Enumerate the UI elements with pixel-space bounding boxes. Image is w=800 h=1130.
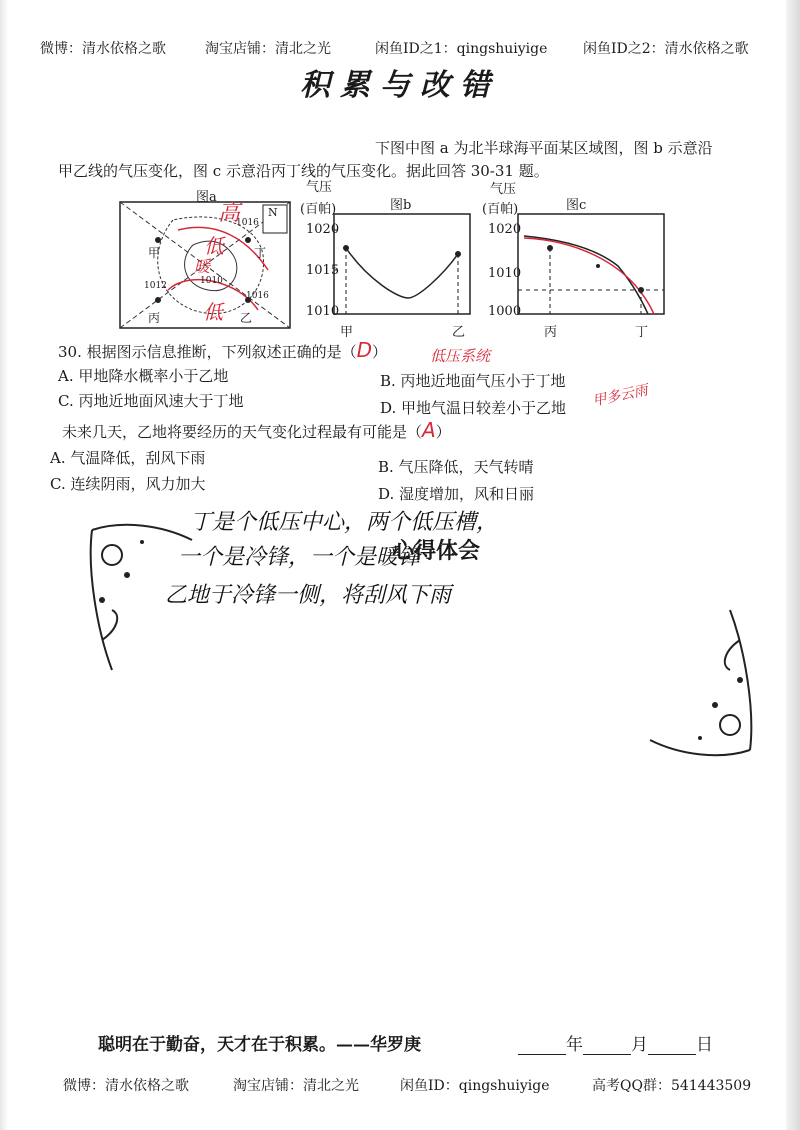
ornament-bottom-right — [640, 600, 760, 760]
handwriting-line-3: 乙地于冷锋一侧，将刮风下雨 — [165, 583, 452, 608]
figure-c-ytick-1010: 1010 — [488, 266, 522, 281]
map-note-low-2: 低 — [203, 300, 223, 324]
q30-option-a: A. 甲地降水概率小于乙地 — [58, 367, 229, 385]
north-arrow-icon: N — [268, 206, 278, 219]
intro-line-1: 下图中图 a 为北半球海平面某区域图，图 b 示意沿 — [375, 139, 713, 157]
q30-option-c: C. 丙地近地面风速大于丁地 — [58, 392, 244, 410]
figure-c-ylabel: 气压 — [490, 182, 517, 197]
date-line: 年 月 日 — [518, 1030, 713, 1055]
header-taobao: 淘宝店铺：清北之光 — [205, 41, 331, 57]
figure-c-ytick-1020: 1020 — [488, 222, 522, 237]
page-title: 积累与改错 — [300, 68, 500, 103]
intro-line-2: 甲乙线的气压变化，图 c 示意沿丙丁线的气压变化。据此回答 30-31 题。 — [58, 162, 549, 180]
point-bing: 丙 — [148, 311, 161, 325]
footer-taobao: 淘宝店铺：清北之光 — [233, 1078, 359, 1094]
figure-c-ytick-1000: 1000 — [488, 304, 522, 319]
figure-b-ylabel: 气压 — [306, 180, 333, 195]
handwriting-line-2: 一个是冷锋，一个是暖锋 — [178, 545, 421, 570]
q31-option-a: A. 气温降低，刮风下雨 — [50, 449, 206, 467]
q31-option-c: C. 连续阴雨，风力加大 — [50, 475, 206, 493]
point-jia: 甲 — [148, 246, 161, 260]
q31-option-b: B. 气压降低，天气转晴 — [378, 458, 534, 476]
figure-c-xtick-ding: 丁 — [635, 325, 649, 340]
isobar-label-3: 1010 — [200, 276, 223, 286]
figure-a-label: 图a — [196, 190, 217, 205]
figure-b-xtick-jia: 甲 — [340, 325, 354, 340]
figure-b-ytick-1020: 1020 — [306, 222, 340, 237]
q31-option-d: D. 湿度增加，风和日丽 — [378, 485, 535, 503]
scan-edge-left — [0, 0, 8, 1130]
point-yi: 乙 — [240, 311, 253, 325]
q30-note: 低压系统 — [430, 347, 491, 365]
figure-c-yunit: (百帕) — [482, 202, 519, 217]
q30-stem: 30. 根据图示信息推断，下列叙述正确的是（D） — [58, 338, 388, 362]
year-blank[interactable] — [518, 1040, 566, 1055]
figure-c-label: 图c — [566, 198, 587, 213]
header-xianyu2: 闲鱼ID之2：清水依格之歌 — [583, 41, 749, 57]
figure-a — [118, 186, 298, 336]
stamp-xinde: 心得体会 — [392, 539, 481, 564]
figure-b-ytick-1010: 1010 — [306, 304, 340, 319]
figure-b-ytick-1015: 1015 — [306, 263, 340, 278]
footer-quote: 聪明在于勤奋，天才在于积累。——华罗庚 — [98, 1035, 421, 1055]
day-blank[interactable] — [648, 1040, 696, 1055]
month-blank[interactable] — [583, 1040, 631, 1055]
figure-b — [298, 176, 478, 340]
handwriting-line-1: 丁是个低压中心，两个低压槽， — [190, 510, 499, 535]
map-note-high: 高 — [218, 201, 241, 226]
figure-b-xtick-yi: 乙 — [452, 325, 466, 340]
isobar-label-4: 1016 — [236, 218, 259, 228]
footer-weibo: 微博：清水依格之歌 — [63, 1078, 189, 1094]
figure-c-xtick-bing: 丙 — [544, 325, 558, 340]
scan-edge-right — [786, 0, 800, 1130]
q31-stem: 未来几天，乙地将要经历的天气变化过程最有可能是（A） — [62, 418, 451, 442]
figure-b-label: 图b — [390, 198, 412, 213]
side-note: 甲多云雨 — [591, 382, 650, 410]
q31-answer-mark: A — [422, 418, 436, 442]
figure-b-yunit: (百帕) — [300, 202, 337, 217]
q30-option-b: B. 丙地近地面气压小于丁地 — [380, 372, 566, 390]
figure-c — [478, 176, 678, 340]
q30-answer-mark: D — [356, 338, 373, 362]
point-ding: 丁 — [254, 246, 267, 260]
isobar-label-2: 1016 — [246, 291, 269, 301]
q30-option-d: D. 甲地气温日较差小于乙地 — [380, 399, 567, 417]
footer-xianyu: 闲鱼ID：qingshuiyige — [400, 1078, 550, 1094]
footer-qq: 高考QQ群：541443509 — [592, 1078, 752, 1094]
map-note-low: 低 — [204, 234, 224, 258]
header-xianyu1: 闲鱼ID之1：qingshuiyige — [375, 41, 548, 57]
map-note-warm: 暖 — [194, 257, 211, 276]
header-weibo: 微博：清水依格之歌 — [40, 41, 166, 57]
isobar-label-1: 1012 — [144, 281, 167, 291]
